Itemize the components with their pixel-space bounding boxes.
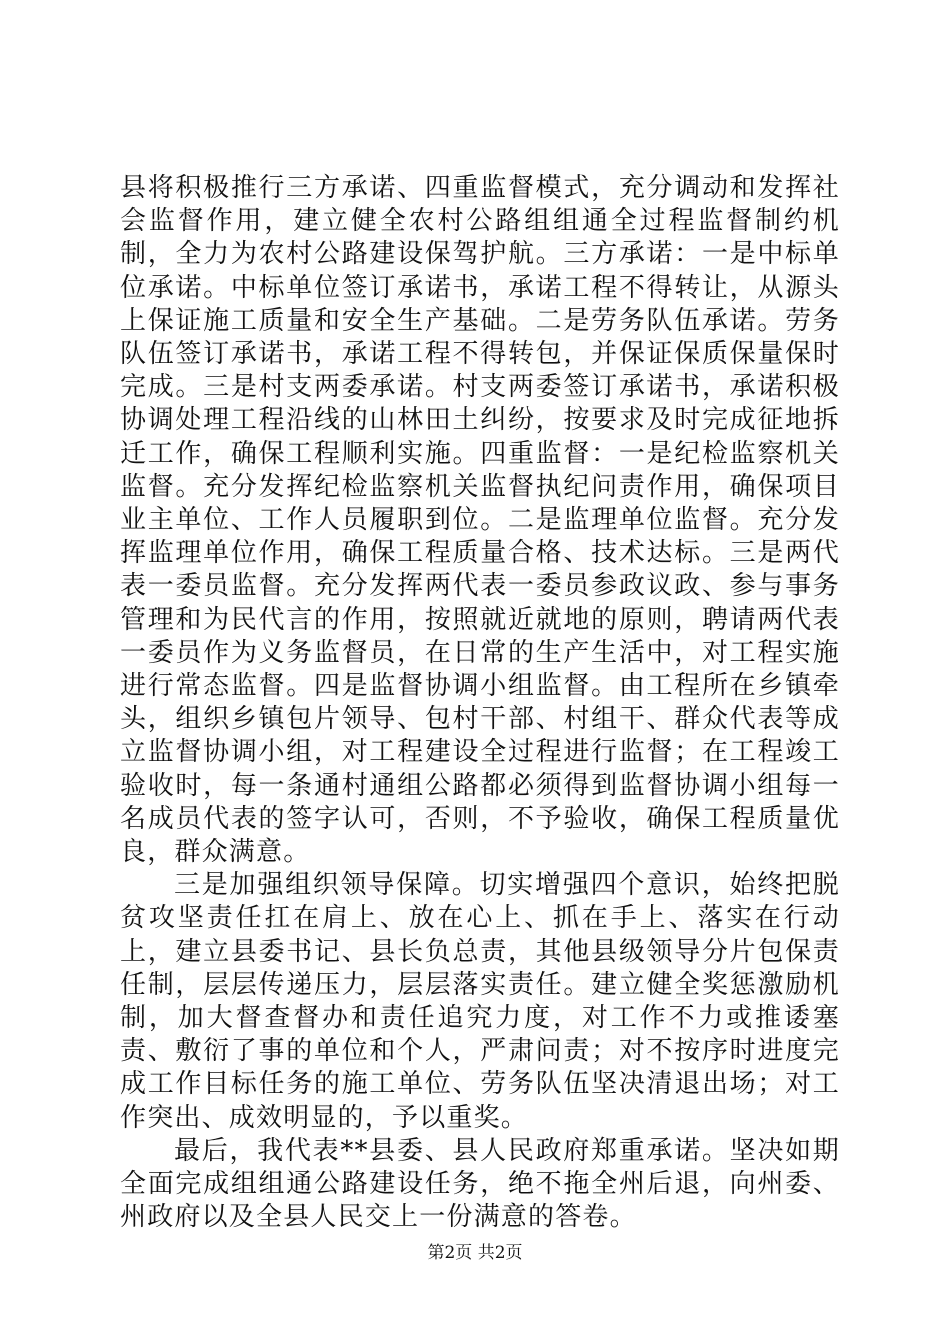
paragraph-leadership-guarantee: 三是加强组织领导保障。切实增强四个意识，始终把脱贫攻坚责任扛在肩上、放在心上、抓在手上、落实在行动上，建立县委书记、县长负总责，其他县级领导分片包保责任制，层层传递压力，层层落实责任。建立健全奖惩激励机制，加大督查督办和责任追究力度，对工作不力或推诿塞责、敷衍了事的单位和个人，严肃问责；对不按序时进度完成工作目标任务的施工单位、劳务队伍坚决清退出场；对工作突出、成效明显的，予以重奖。 [120, 870, 840, 1133]
body-text [120, 172, 840, 1235]
page-number-footer: 第2页 共2页 [427, 1243, 523, 1263]
paragraph-supervision: 县将积极推行三方承诺、四重监督模式，充分调动和发挥社会监督作用，建立健全农村公路组组通全过程监督制约机制，全力为农村公路建设保驾护航。三方承诺：一是中标单位承诺。中标单位签订承诺书，承诺工程不得转让，从源头上保证施工质量和安全生产基础。二是劳务队伍承诺。劳务队伍签订承诺书，承诺工程不得转包，并保证保质保量保时完成。三是村支两委承诺。村支两委签订承诺书，承诺积极协调处理工程沿线的山林田土纠纷，按要求及时完成征地拆迁工作，确保工程顺利实施。四重监督：一是纪检监察机关监督。充分发挥纪检监察机关监督执纪问责作用，确保项目业主单位、工作人员履职到位。二是监理单位监督。充分发挥监理单位作用，确保工程质量合格、技术达标。三是两代表一委员监督。充分发挥两代表一委员参政议政、参与事务管理和为民代言的作用，按照就近就地的原则，聘请两代表一委员作为义务监督员，在日常的生产生活中，对工程实施进行常态监督。四是监督协调小组监督。由工程所在乡镇牵头，组织乡镇包片领导、包村干部、村组干、群众代表等成立监督协调小组，对工程建设全过程进行监督；在工程竣工验收时，每一条通村通组公路都必须得到监督协调小组每一名成员代表的签字认可，否则，不予验收，确保工程质量优良，群众满意。 [120, 173, 840, 868]
paragraph-closing-pledge: 最后，我代表**县委、县人民政府郑重承诺。坚决如期全面完成组组通公路建设任务，绝不拖全州后退，向州委、州政府以及全县人民交上一份满意的答卷。 [120, 1135, 840, 1233]
